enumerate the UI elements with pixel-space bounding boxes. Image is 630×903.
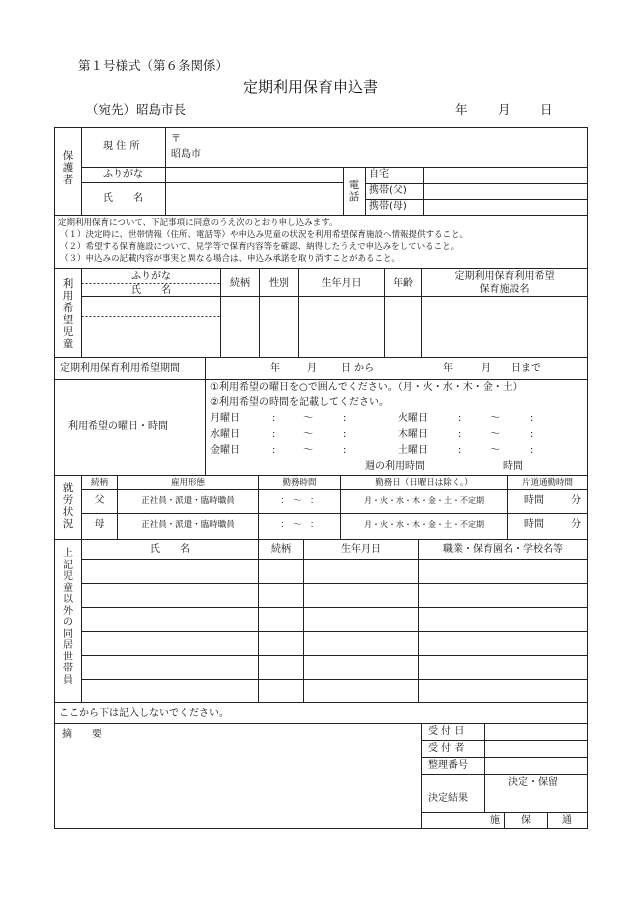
guardian-name-label: 氏 名 <box>103 193 143 204</box>
period-from-day: 日 から <box>341 363 375 374</box>
facility-label-line2: 保育施設名 <box>479 284 530 295</box>
household-header-name: 氏 名 <box>150 544 190 555</box>
period-to-year: 年 <box>443 363 453 374</box>
date-day-label: 日 <box>540 102 553 117</box>
work-header-type: 雇用形態 <box>170 478 205 488</box>
household-header-birth: 生年月日 <box>341 544 381 555</box>
address-label: 現 住 所 <box>103 141 140 152</box>
day-tue: 火曜日 <box>398 413 428 424</box>
stamp-facility: 施 <box>490 815 500 826</box>
received-date-label: 受 付 日 <box>428 726 465 737</box>
office-notice: ここから下は記入しないでください。 <box>59 708 229 719</box>
tilde: 〜 <box>490 413 500 424</box>
consent-intro: 定期利用保育について、下記事項に同意のうえ次のとおり申し込みます。 <box>58 218 338 228</box>
date-year-label: 年 <box>455 102 468 117</box>
summary-label: 摘 要 <box>62 729 102 740</box>
day-mon: 月曜日 <box>210 413 240 424</box>
period-from-year: 年 <box>270 363 280 374</box>
household-section-label: 上 記 児 童 以 外 の 同 居 世 帯 員 <box>63 548 73 686</box>
period-label: 定期利用保育利用希望期間 <box>60 363 180 374</box>
phone-label: 電 話 <box>348 179 360 203</box>
day-sat: 土曜日 <box>398 445 428 456</box>
work-father-type[interactable]: 正社員・派遣・臨時職員 <box>141 496 235 506</box>
child-section-label: 利 用 希 望 児 童 <box>62 278 74 350</box>
work-father-relation: 父 <box>94 495 105 506</box>
work-header-time: 勤務時間 <box>282 478 317 488</box>
child-sex-label: 性別 <box>269 278 289 289</box>
phone-home-label: 自宅 <box>369 169 389 180</box>
postal-mark: 〒 <box>171 134 181 145</box>
work-father-commute-hours: 時間 <box>524 495 544 506</box>
consent-item-3: （３）申込みの記載内容が事実と異なる場合は、申込み承諾を取り消すことがあること。 <box>60 254 401 264</box>
day-fri: 金曜日 <box>210 445 240 456</box>
stamp-notice: 通 <box>562 815 572 826</box>
schedule-instruction-1: ①利用希望の曜日を○で囲んでください。（月・火・水・木・金・土） <box>210 382 523 393</box>
child-age-label: 年齢 <box>393 278 413 289</box>
work-father-time[interactable]: ： 〜 ： <box>280 496 319 506</box>
tilde: 〜 <box>303 413 313 424</box>
weekly-hours-unit: 時間 <box>503 461 523 472</box>
guardian-section-label: 保 護 者 <box>62 150 74 186</box>
day-wed: 水曜日 <box>210 429 240 440</box>
work-header-commute: 片道通勤時間 <box>521 478 573 488</box>
consent-item-1: （１）決定時に、世帯情報（住所、電話等）や申込み児童の状況を利用希望保育施設へ情報提供すること。 <box>60 230 469 240</box>
furigana-label: ふりがな <box>103 169 143 180</box>
colon: : <box>272 429 276 440</box>
work-section-label: 就 労 状 況 <box>62 482 74 530</box>
work-father-commute-minutes: 分 <box>571 495 581 506</box>
colon: : <box>343 429 347 440</box>
tilde: 〜 <box>490 429 500 440</box>
household-header-occupation: 職業・保育園名・学校名等 <box>443 544 563 555</box>
colon: : <box>343 445 347 456</box>
period-to-month: 月 <box>481 363 491 374</box>
tilde: 〜 <box>303 445 313 456</box>
work-mother-time[interactable]: ： 〜 ： <box>280 520 319 530</box>
work-mother-relation: 母 <box>94 519 105 530</box>
addressee: （宛先）昭島市長 <box>86 102 187 117</box>
decision-label: 決定結果 <box>428 793 468 804</box>
work-mother-days[interactable]: 月・火・水・木・金・土・不定期 <box>364 520 484 529</box>
child-furigana-label: ふりがな <box>131 271 171 282</box>
household-header-relation: 続柄 <box>271 544 291 555</box>
colon: : <box>272 445 276 456</box>
form-number: 第１号様式（第６条関係） <box>78 58 229 73</box>
weekly-hours-label: 週の利用時間 <box>365 461 425 472</box>
form-title: 定期利用保育申込書 <box>243 78 379 96</box>
date-month-label: 月 <box>498 102 511 117</box>
colon: : <box>458 445 462 456</box>
work-father-days[interactable]: 月・火・水・木・金・土・不定期 <box>364 496 484 505</box>
consent-item-2: （２）希望する保育施設について、見学等で保育内容等を確認、納得したうえで申込みをしていること。 <box>60 242 460 252</box>
tilde: 〜 <box>490 445 500 456</box>
stamp-childcare: 保 <box>521 815 531 826</box>
schedule-instruction-2: ②利用希望の時間を記載してください。 <box>210 397 389 408</box>
phone-father-label: 携帯(父) <box>369 185 407 196</box>
receiver-label: 受 付 者 <box>428 743 465 754</box>
decision-options[interactable]: 決定・保留 <box>508 777 558 788</box>
child-name-label: 氏 名 <box>131 285 171 296</box>
colon: : <box>530 429 534 440</box>
period-to-day: 日まで <box>511 363 541 374</box>
tilde: 〜 <box>303 429 313 440</box>
schedule-label: 利用希望の曜日・時間 <box>68 421 168 432</box>
reference-number-label: 整理番号 <box>428 760 468 771</box>
colon: : <box>530 413 534 424</box>
work-mother-type[interactable]: 正社員・派遣・臨時職員 <box>141 520 235 530</box>
colon: : <box>343 413 347 424</box>
phone-mother-label: 携帯(母) <box>369 201 407 212</box>
facility-label-line1: 定期利用保育利用希望 <box>454 271 555 282</box>
period-from-month: 月 <box>307 363 317 374</box>
work-header-days: 勤務日（日曜日は除く。） <box>375 478 473 488</box>
child-birth-label: 生年月日 <box>321 278 362 289</box>
colon: : <box>458 429 462 440</box>
work-mother-commute-minutes: 分 <box>571 519 581 530</box>
address-value[interactable]: 昭島市 <box>171 149 201 160</box>
work-mother-commute-hours: 時間 <box>524 519 544 530</box>
colon: : <box>530 445 534 456</box>
colon: : <box>272 413 276 424</box>
colon: : <box>458 413 462 424</box>
day-thu: 木曜日 <box>398 429 428 440</box>
child-relation-label: 続柄 <box>230 278 250 289</box>
work-header-relation: 続柄 <box>90 478 108 488</box>
